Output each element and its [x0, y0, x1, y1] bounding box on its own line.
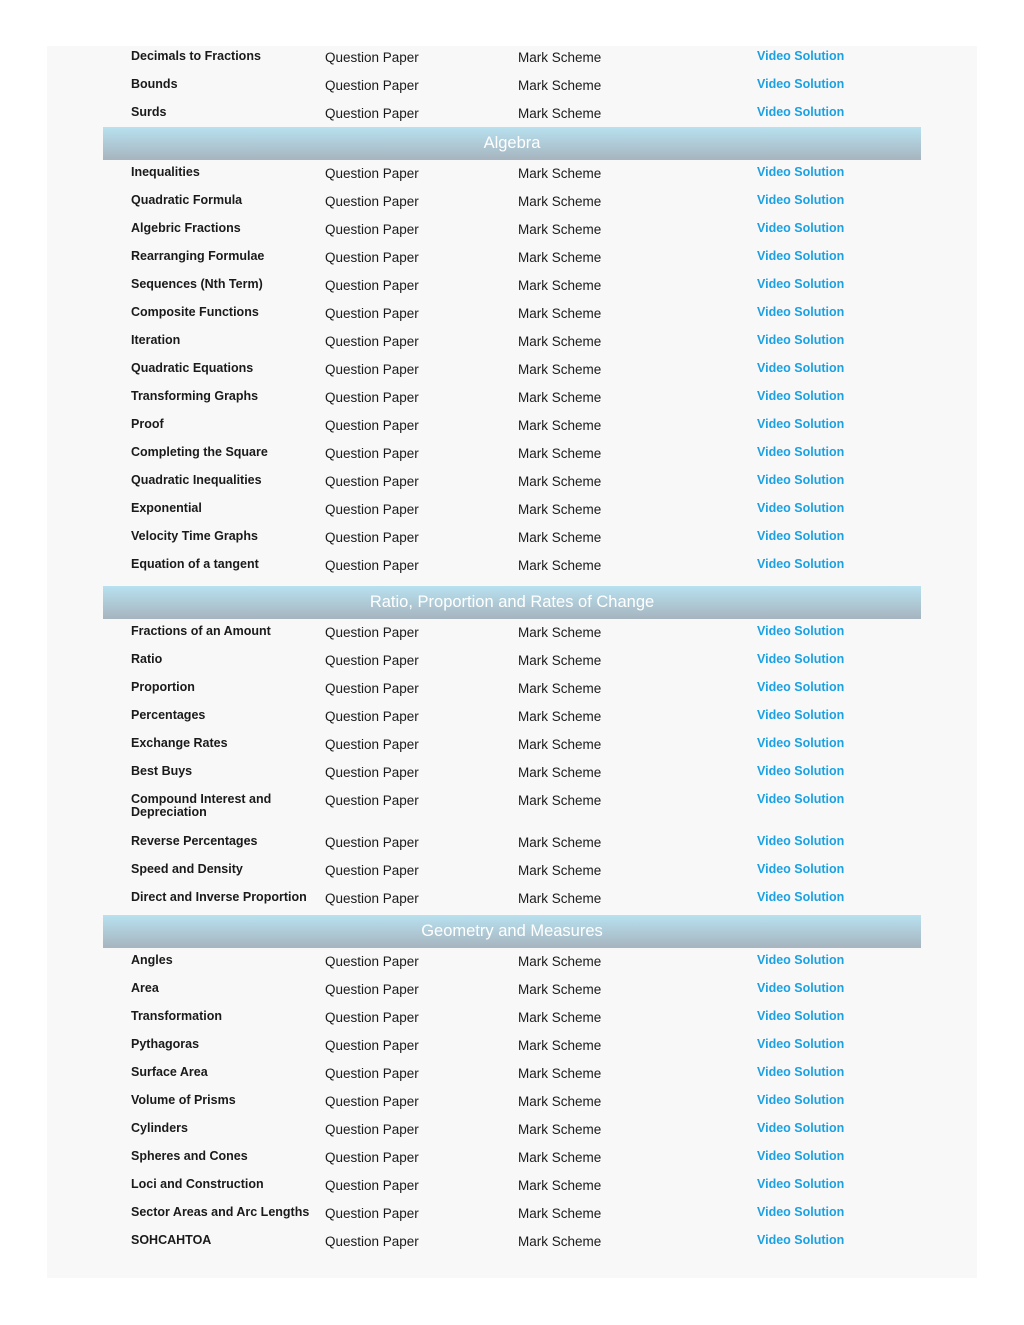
topic-label: Best Buys — [131, 764, 193, 778]
topic-label: Completing the Square — [131, 445, 268, 459]
question-paper-link[interactable]: Question Paper — [325, 625, 419, 640]
topic-label: Rearranging Formulae — [131, 249, 265, 263]
table-row — [47, 1146, 977, 1174]
video-solution-link[interactable]: Video Solution — [757, 1205, 845, 1219]
topic-label: Iteration — [131, 333, 181, 347]
question-paper-link[interactable]: Question Paper — [325, 1038, 419, 1053]
video-solution-link[interactable]: Video Solution — [757, 890, 845, 904]
table-row — [47, 1174, 977, 1202]
video-solution-link[interactable]: Video Solution — [757, 736, 845, 750]
table-row — [47, 1230, 977, 1258]
table-row — [47, 470, 977, 498]
question-paper-link[interactable]: Question Paper — [325, 362, 419, 377]
video-solution-link[interactable]: Video Solution — [757, 389, 845, 403]
resource-table — [47, 46, 977, 1278]
mark-scheme-link[interactable]: Mark Scheme — [518, 1038, 602, 1053]
mark-scheme-link[interactable]: Mark Scheme — [518, 982, 602, 997]
question-paper-link[interactable]: Question Paper — [325, 222, 419, 237]
topic-label: Quadratic Formula — [131, 193, 243, 207]
table-row — [47, 498, 977, 526]
topic-label: Fractions of an Amount — [131, 624, 271, 638]
question-paper-link[interactable]: Question Paper — [325, 1178, 419, 1193]
table-row — [47, 274, 977, 302]
mark-scheme-link[interactable]: Mark Scheme — [518, 418, 602, 433]
video-solution-link[interactable]: Video Solution — [757, 501, 845, 515]
video-solution-link[interactable]: Video Solution — [757, 473, 845, 487]
video-solution-link[interactable]: Video Solution — [757, 680, 845, 694]
topic-label: Compound Interest and Depreciation — [131, 792, 272, 819]
video-solution-link[interactable]: Video Solution — [757, 105, 845, 119]
video-solution-link[interactable]: Video Solution — [757, 361, 845, 375]
mark-scheme-link[interactable]: Mark Scheme — [518, 1178, 602, 1193]
question-paper-link[interactable]: Question Paper — [325, 446, 419, 461]
question-paper-link[interactable]: Question Paper — [325, 863, 419, 878]
topic-label: Surface Area — [131, 1065, 208, 1079]
question-paper-link[interactable]: Question Paper — [325, 1094, 419, 1109]
topic-label: Inequalities — [131, 165, 200, 179]
table-row — [47, 74, 977, 102]
mark-scheme-link[interactable]: Mark Scheme — [518, 709, 602, 724]
mark-scheme-link[interactable]: Mark Scheme — [518, 166, 602, 181]
table-row — [47, 887, 977, 915]
table-row — [47, 705, 977, 733]
question-paper-link[interactable]: Question Paper — [325, 390, 419, 405]
table-row — [47, 102, 977, 130]
video-solution-link[interactable]: Video Solution — [757, 77, 845, 91]
mark-scheme-link[interactable]: Mark Scheme — [518, 446, 602, 461]
topic-label: Surds — [131, 105, 167, 119]
video-solution-link[interactable]: Video Solution — [757, 624, 845, 638]
mark-scheme-link[interactable]: Mark Scheme — [518, 1150, 602, 1165]
table-row — [47, 677, 977, 705]
question-paper-link[interactable]: Question Paper — [325, 106, 419, 121]
mark-scheme-link[interactable]: Mark Scheme — [518, 1206, 602, 1221]
mark-scheme-link[interactable]: Mark Scheme — [518, 863, 602, 878]
video-solution-link[interactable]: Video Solution — [757, 305, 845, 319]
section-header-geometry-measures: Geometry and Measures — [103, 915, 921, 948]
topic-label: Spheres and Cones — [131, 1149, 248, 1163]
video-solution-link[interactable]: Video Solution — [757, 1177, 845, 1191]
mark-scheme-link[interactable]: Mark Scheme — [518, 530, 602, 545]
topic-label: Bounds — [131, 77, 178, 91]
mark-scheme-link[interactable]: Mark Scheme — [518, 194, 602, 209]
video-solution-link[interactable]: Video Solution — [757, 445, 845, 459]
question-paper-link[interactable]: Question Paper — [325, 166, 419, 181]
table-row — [47, 386, 977, 414]
topic-label: Transforming Graphs — [131, 389, 259, 403]
question-paper-link[interactable]: Question Paper — [325, 1122, 419, 1137]
video-solution-link[interactable]: Video Solution — [757, 529, 845, 543]
table-row — [47, 831, 977, 859]
table-row — [47, 162, 977, 190]
question-paper-link[interactable]: Question Paper — [325, 50, 419, 65]
video-solution-link[interactable]: Video Solution — [757, 1093, 845, 1107]
topic-label: Reverse Percentages — [131, 834, 258, 848]
topic-label: Speed and Density — [131, 862, 243, 876]
video-solution-link[interactable]: Video Solution — [757, 981, 845, 995]
mark-scheme-link[interactable]: Mark Scheme — [518, 765, 602, 780]
table-row — [47, 859, 977, 887]
table-row — [47, 1006, 977, 1034]
topic-label: Direct and Inverse Proportion — [131, 890, 307, 904]
topic-label: Quadratic Equations — [131, 361, 254, 375]
mark-scheme-link[interactable]: Mark Scheme — [518, 106, 602, 121]
question-paper-link[interactable]: Question Paper — [325, 278, 419, 293]
table-row — [47, 190, 977, 218]
mark-scheme-link[interactable]: Mark Scheme — [518, 737, 602, 752]
video-solution-link[interactable]: Video Solution — [757, 1121, 845, 1135]
topic-label: Algebric Fractions — [131, 221, 241, 235]
question-paper-link[interactable]: Question Paper — [325, 982, 419, 997]
question-paper-link[interactable]: Question Paper — [325, 653, 419, 668]
topic-label: Equation of a tangent — [131, 557, 259, 571]
topic-label: Proof — [131, 417, 164, 431]
question-paper-link[interactable]: Question Paper — [325, 954, 419, 969]
question-paper-link[interactable]: Question Paper — [325, 1066, 419, 1081]
video-solution-link[interactable]: Video Solution — [757, 792, 845, 806]
mark-scheme-link[interactable]: Mark Scheme — [518, 334, 602, 349]
topic-label: Pythagoras — [131, 1037, 200, 1051]
topic-label: Loci and Construction — [131, 1177, 264, 1191]
topic-label: Proportion — [131, 680, 195, 694]
video-solution-link[interactable]: Video Solution — [757, 1037, 845, 1051]
topic-label: Sequences (Nth Term) — [131, 277, 263, 291]
section-header-algebra: Algebra — [103, 127, 921, 160]
mark-scheme-link[interactable]: Mark Scheme — [518, 681, 602, 696]
topic-label: Quadratic Inequalities — [131, 473, 262, 487]
question-paper-link[interactable]: Question Paper — [325, 793, 419, 808]
table-row — [47, 442, 977, 470]
question-paper-link[interactable]: Question Paper — [325, 1234, 419, 1249]
question-paper-link[interactable]: Question Paper — [325, 1206, 419, 1221]
topic-label: Angles — [131, 953, 173, 967]
topic-label: Decimals to Fractions — [131, 49, 261, 63]
question-paper-link[interactable]: Question Paper — [325, 530, 419, 545]
mark-scheme-link[interactable]: Mark Scheme — [518, 1010, 602, 1025]
question-paper-link[interactable]: Question Paper — [325, 558, 419, 573]
table-row — [47, 358, 977, 386]
video-solution-link[interactable]: Video Solution — [757, 557, 845, 571]
mark-scheme-link[interactable]: Mark Scheme — [518, 1122, 602, 1137]
mark-scheme-link[interactable]: Mark Scheme — [518, 558, 602, 573]
mark-scheme-link[interactable]: Mark Scheme — [518, 306, 602, 321]
mark-scheme-link[interactable]: Mark Scheme — [518, 362, 602, 377]
mark-scheme-link[interactable]: Mark Scheme — [518, 278, 602, 293]
table-row — [47, 46, 977, 74]
mark-scheme-link[interactable]: Mark Scheme — [518, 891, 602, 906]
question-paper-link[interactable]: Question Paper — [325, 418, 419, 433]
mark-scheme-link[interactable]: Mark Scheme — [518, 625, 602, 640]
mark-scheme-link[interactable]: Mark Scheme — [518, 1066, 602, 1081]
question-paper-link[interactable]: Question Paper — [325, 737, 419, 752]
topic-label: Transformation — [131, 1009, 222, 1023]
mark-scheme-link[interactable]: Mark Scheme — [518, 222, 602, 237]
mark-scheme-link[interactable]: Mark Scheme — [518, 653, 602, 668]
video-solution-link[interactable]: Video Solution — [757, 764, 845, 778]
mark-scheme-link[interactable]: Mark Scheme — [518, 954, 602, 969]
video-solution-link[interactable]: Video Solution — [757, 277, 845, 291]
table-row — [47, 978, 977, 1006]
question-paper-link[interactable]: Question Paper — [325, 306, 419, 321]
mark-scheme-link[interactable]: Mark Scheme — [518, 835, 602, 850]
table-row — [47, 246, 977, 274]
topic-label: Volume of Prisms — [131, 1093, 236, 1107]
question-paper-link[interactable]: Question Paper — [325, 709, 419, 724]
table-row — [47, 1034, 977, 1062]
section-header-ratio-proportion: Ratio, Proportion and Rates of Change — [103, 586, 921, 619]
video-solution-link[interactable]: Video Solution — [757, 249, 845, 263]
table-row — [47, 1062, 977, 1090]
video-solution-link[interactable]: Video Solution — [757, 221, 845, 235]
table-row — [47, 761, 977, 789]
video-solution-link[interactable]: Video Solution — [757, 652, 845, 666]
table-row — [47, 330, 977, 358]
mark-scheme-link[interactable]: Mark Scheme — [518, 250, 602, 265]
table-row — [47, 218, 977, 246]
table-row — [47, 789, 977, 831]
topic-label: Composite Functions — [131, 305, 259, 319]
video-solution-link[interactable]: Video Solution — [757, 862, 845, 876]
mark-scheme-link[interactable]: Mark Scheme — [518, 1094, 602, 1109]
mark-scheme-link[interactable]: Mark Scheme — [518, 78, 602, 93]
mark-scheme-link[interactable]: Mark Scheme — [518, 390, 602, 405]
video-solution-link[interactable]: Video Solution — [757, 333, 845, 347]
question-paper-link[interactable]: Question Paper — [325, 1010, 419, 1025]
table-row — [47, 1090, 977, 1118]
table-row — [47, 554, 977, 582]
topic-label: Sector Areas and Arc Lengths — [131, 1205, 310, 1219]
topic-label: Area — [131, 981, 159, 995]
table-row — [47, 950, 977, 978]
topic-label: Cylinders — [131, 1121, 188, 1135]
question-paper-link[interactable]: Question Paper — [325, 502, 419, 517]
video-solution-link[interactable]: Video Solution — [757, 1009, 845, 1023]
question-paper-link[interactable]: Question Paper — [325, 835, 419, 850]
video-solution-link[interactable]: Video Solution — [757, 1233, 845, 1247]
table-row — [47, 621, 977, 649]
topic-label: Exchange Rates — [131, 736, 228, 750]
question-paper-link[interactable]: Question Paper — [325, 194, 419, 209]
video-solution-link[interactable]: Video Solution — [757, 49, 845, 63]
topic-label: SOHCAHTOA — [131, 1233, 212, 1247]
table-row — [47, 1118, 977, 1146]
topic-label: Percentages — [131, 708, 206, 722]
table-row — [47, 733, 977, 761]
video-solution-link[interactable]: Video Solution — [757, 1065, 845, 1079]
table-row — [47, 414, 977, 442]
topic-label: Velocity Time Graphs — [131, 529, 258, 543]
video-solution-link[interactable]: Video Solution — [757, 834, 845, 848]
question-paper-link[interactable]: Question Paper — [325, 891, 419, 906]
topic-label: Ratio — [131, 652, 163, 666]
mark-scheme-link[interactable]: Mark Scheme — [518, 474, 602, 489]
table-row — [47, 1202, 977, 1230]
video-solution-link[interactable]: Video Solution — [757, 708, 845, 722]
question-paper-link[interactable]: Question Paper — [325, 765, 419, 780]
video-solution-link[interactable]: Video Solution — [757, 193, 845, 207]
table-row — [47, 302, 977, 330]
mark-scheme-link[interactable]: Mark Scheme — [518, 1234, 602, 1249]
mark-scheme-link[interactable]: Mark Scheme — [518, 50, 602, 65]
question-paper-link[interactable]: Question Paper — [325, 250, 419, 265]
mark-scheme-link[interactable]: Mark Scheme — [518, 502, 602, 517]
video-solution-link[interactable]: Video Solution — [757, 1149, 845, 1163]
table-row — [47, 526, 977, 554]
video-solution-link[interactable]: Video Solution — [757, 165, 845, 179]
video-solution-link[interactable]: Video Solution — [757, 417, 845, 431]
mark-scheme-link[interactable]: Mark Scheme — [518, 793, 602, 808]
table-row — [47, 649, 977, 677]
question-paper-link[interactable]: Question Paper — [325, 78, 419, 93]
question-paper-link[interactable]: Question Paper — [325, 474, 419, 489]
topic-label: Exponential — [131, 501, 202, 515]
question-paper-link[interactable]: Question Paper — [325, 681, 419, 696]
video-solution-link[interactable]: Video Solution — [757, 953, 845, 967]
question-paper-link[interactable]: Question Paper — [325, 1150, 419, 1165]
question-paper-link[interactable]: Question Paper — [325, 334, 419, 349]
